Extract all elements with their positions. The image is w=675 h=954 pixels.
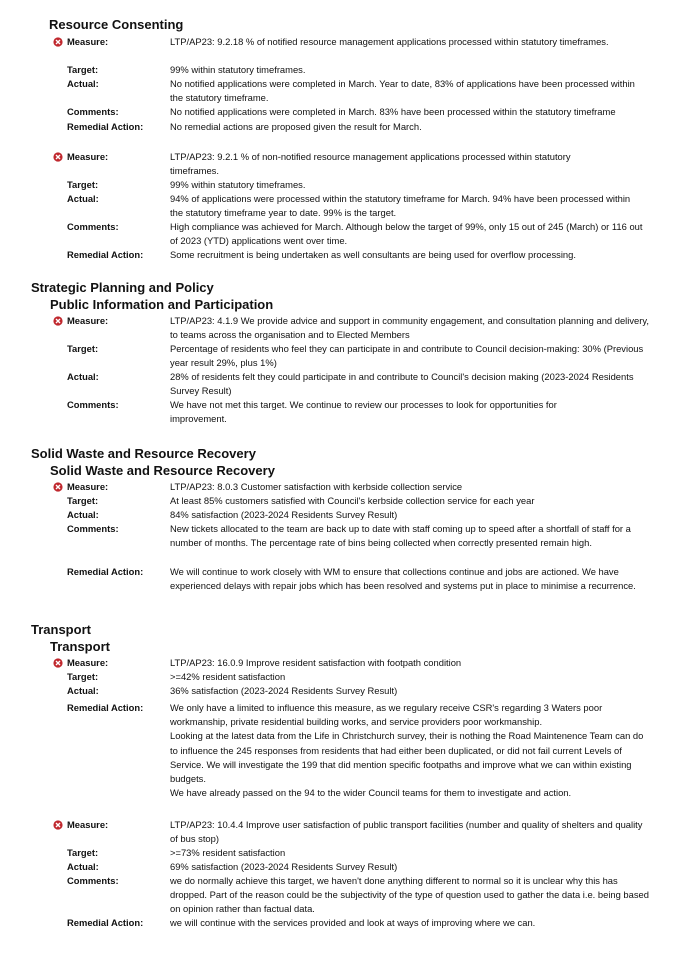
target-label: Target: bbox=[67, 64, 99, 75]
error-circle-icon bbox=[53, 37, 63, 47]
section-heading-transport: Transport bbox=[31, 622, 91, 637]
actual-label: Actual: bbox=[67, 685, 99, 696]
measure-text: LTP/AP23: 9.2.18 % of notified resource management applications processed within statutory timeframes. bbox=[170, 36, 609, 47]
measure-label: Measure: bbox=[67, 315, 109, 326]
remedial-label: Remedial Action: bbox=[67, 566, 144, 577]
comments-label: Comments: bbox=[67, 106, 119, 117]
target-label: Target: bbox=[67, 671, 99, 682]
target-text: 99% within statutory timeframes. bbox=[170, 64, 306, 75]
target-text: Percentage of residents who feel they can participate in and contribute to Council decision-making: 30% (Previous year result 29%, plus 1%) bbox=[170, 343, 644, 369]
measure-text: LTP/AP23: 8.0.3 Customer satisfaction with kerbside collection service bbox=[170, 481, 463, 492]
comments-label: Comments: bbox=[67, 399, 119, 410]
subsection-heading-solid-waste: Solid Waste and Resource Recovery bbox=[50, 463, 275, 478]
actual-label: Actual: bbox=[67, 193, 99, 204]
target-label: Target: bbox=[67, 343, 99, 354]
remedial-label: Remedial Action: bbox=[67, 702, 144, 713]
remedial-text: We only have a limited to influence this measure, as we regulary receive CSR's regarding 3 Waters poor workmanship, private residential building works, and service providers poor workmanship. Looking at the latest data from the Life in Christchurch survey, their is nothing the Road Maintenence Team can do to influence the 245 responses from residents that had either been duplicated, or did not fail current Levels of Service. We will investigate the 199 that did mention specific footpaths and improve what we can within existing budgets. We have already passed on the 94 to the wider Council teams for them to investigate and action. bbox=[170, 702, 644, 799]
comments-text: High compliance was achieved for March. Although below the target of 99%, only 15 out of 245 (March) or 116 out of 2023 (YTD) applications went over time. bbox=[170, 221, 643, 247]
comments-label: Comments: bbox=[67, 523, 119, 534]
measure-text: LTP/AP23: 4.1.9 We provide advice and support in community engagement, and consultation planning and delivery, to teams across the organisation and to Elected Members bbox=[170, 315, 649, 341]
comments-label: Comments: bbox=[67, 221, 119, 232]
section-heading-strategic-planning: Strategic Planning and Policy bbox=[31, 280, 214, 295]
actual-label: Actual: bbox=[67, 371, 99, 382]
remedial-text: we will continue with the services provided and look at ways of improving where we can. bbox=[170, 917, 536, 928]
measure-label: Measure: bbox=[67, 481, 109, 492]
remedial-text: Some recruitment is being undertaken as well consultants are being used for overflow processing. bbox=[170, 249, 576, 260]
comments-text: No notified applications were completed in March. 83% have been processed within the statutory timeframe bbox=[170, 106, 616, 117]
actual-text: 69% satisfaction (2023-2024 Residents Survey Result) bbox=[170, 861, 398, 872]
section-heading-resource-consenting: Resource Consenting bbox=[49, 17, 184, 32]
measure-text: LTP/AP23: 10.4.4 Improve user satisfaction of public transport facilities (number and quality of shelters and quality of bus stop) bbox=[170, 819, 643, 845]
actual-label: Actual: bbox=[67, 509, 99, 520]
actual-text: 84% satisfaction (2023-2024 Residents Survey Result) bbox=[170, 509, 398, 520]
error-circle-icon bbox=[53, 152, 63, 162]
actual-text: 36% satisfaction (2023-2024 Residents Survey Result) bbox=[170, 685, 398, 696]
target-text: >=42% resident satisfaction bbox=[170, 671, 286, 682]
error-circle-icon bbox=[53, 482, 63, 492]
measure-text: LTP/AP23: 16.0.9 Improve resident satisfaction with footpath condition bbox=[170, 657, 462, 668]
actual-label: Actual: bbox=[67, 78, 99, 89]
subsection-heading-public-information: Public Information and Participation bbox=[50, 297, 274, 312]
measure-label: Measure: bbox=[67, 819, 109, 830]
comments-text: We have not met this target. We continue to review our processes to look for opportunities for improvement. bbox=[170, 399, 557, 425]
target-label: Target: bbox=[67, 495, 99, 506]
measure-label: Measure: bbox=[67, 657, 109, 668]
remedial-label: Remedial Action: bbox=[67, 249, 144, 260]
target-text: At least 85% customers satisfied with Council's kerbside collection service for each year bbox=[170, 495, 535, 506]
remedial-label: Remedial Action: bbox=[67, 917, 144, 928]
comments-text: New tickets allocated to the team are back up to date with staff coming up to speed after a shortfall of staff for a number of months. The percentage rate of bins being collected when correctly presented remain high. bbox=[170, 523, 631, 549]
actual-text: 28% of residents felt they could participate in and contribute to Council's decision making (2023-2024 Residents Survey Result) bbox=[170, 371, 634, 397]
remedial-text: No remedial actions are proposed given the result for March. bbox=[170, 121, 422, 132]
remedial-text: We will continue to work closely with WM to ensure that collections continue and jobs are actioned. We have experienced delays with repair jobs which has been resolved and systems put in place to minimise a recurrence. bbox=[170, 566, 636, 592]
target-label: Target: bbox=[67, 847, 99, 858]
error-circle-icon bbox=[53, 820, 63, 830]
subsection-heading-transport: Transport bbox=[50, 639, 110, 654]
measure-label: Measure: bbox=[67, 151, 109, 162]
measure-label: Measure: bbox=[67, 36, 109, 47]
target-text: >=73% resident satisfaction bbox=[170, 847, 286, 858]
error-circle-icon bbox=[53, 316, 63, 326]
actual-text: No notified applications were completed in March. Year to date, 83% of applications have been processed within the statutory timeframe. bbox=[170, 78, 635, 104]
comments-label: Comments: bbox=[67, 875, 119, 886]
target-text: 99% within statutory timeframes. bbox=[170, 179, 306, 190]
comments-text: we do normally achieve this target, we haven't done anything different to normal so it is unclear why this has dropped. Part of the reason could be the subjectivity of the type of question used to gather the data i.e. being based on opinion rather than factual data. bbox=[170, 875, 649, 915]
error-circle-icon bbox=[53, 658, 63, 668]
actual-text: 94% of applications were processed within the statutory timeframe for March. 94% have been processed within the statutory timeframe year to date. 99% is the target. bbox=[170, 193, 631, 219]
target-label: Target: bbox=[67, 179, 99, 190]
actual-label: Actual: bbox=[67, 861, 99, 872]
measure-text: LTP/AP23: 9.2.1 % of non-notified resource management applications processed within statutory timeframes. bbox=[170, 151, 571, 177]
section-heading-solid-waste: Solid Waste and Resource Recovery bbox=[31, 446, 256, 461]
remedial-label: Remedial Action: bbox=[67, 121, 144, 132]
